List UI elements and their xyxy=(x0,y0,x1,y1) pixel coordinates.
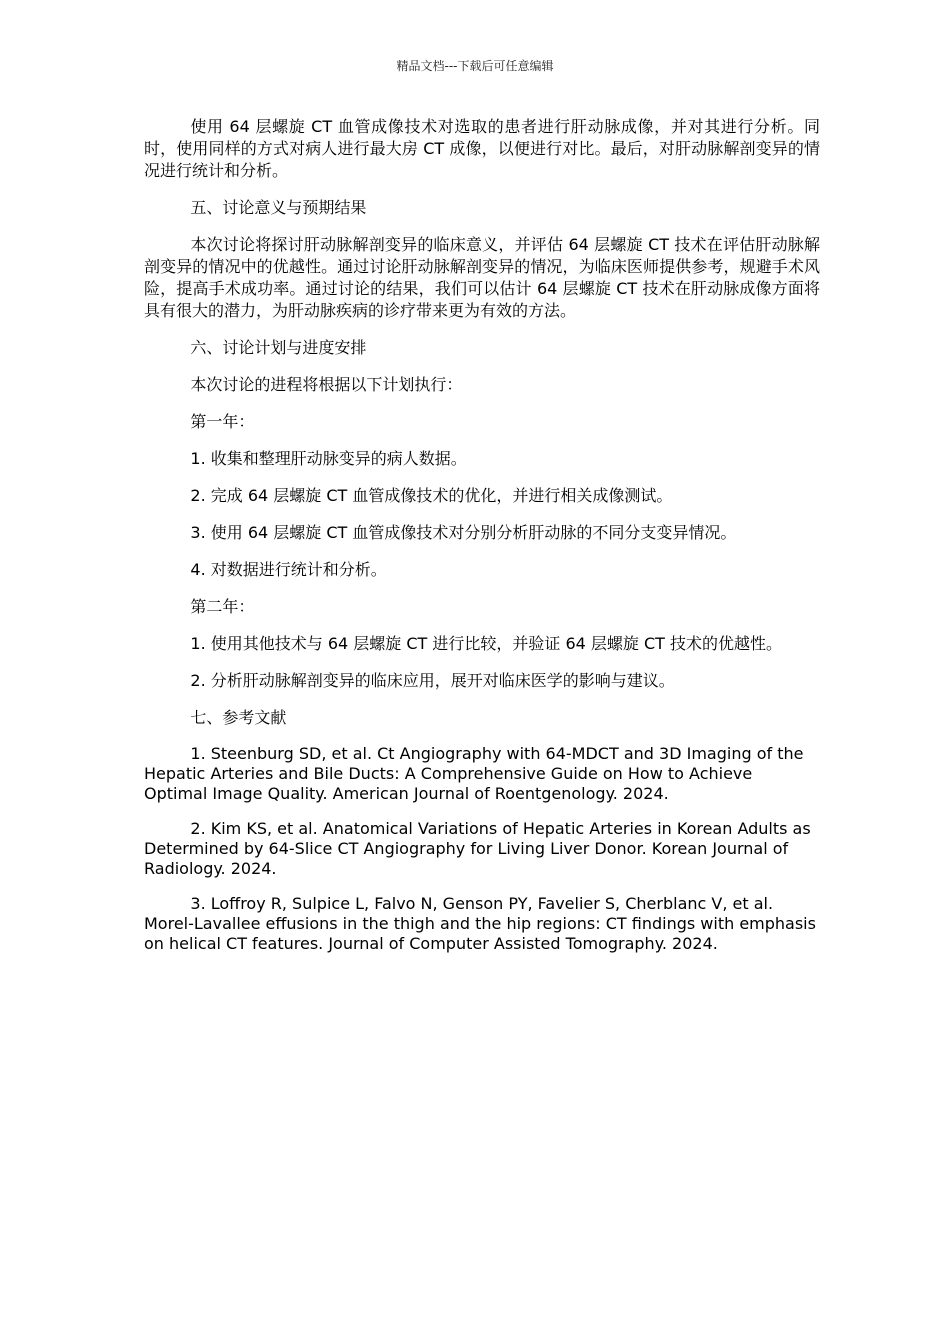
year-one-item: 2. 完成 64 层螺旋 CT 血管成像技术的优化，并进行相关成像测试。 xyxy=(190,486,673,505)
section-heading-plan: 六、讨论计划与进度安排 xyxy=(190,338,367,357)
year-two-label: 第二年： xyxy=(190,597,255,616)
year-one-label: 第一年： xyxy=(190,412,255,431)
significance-paragraph: 本次讨论将探讨肝动脉解剖变异的临床意义，并评估 64 层螺旋 CT 技术在评估肝动脉解剖变异的情况中的优越性。通过讨论肝动脉解剖变异的情况，为临床医师提供参考，规避手术风险，提高手术成功率。通过讨论的结果，我们可以估计 64 层螺旋 CT 技术在肝动脉成像方面将具有很大的潜力，为肝动脉疾病的诊疗带来更为有效的方法。 xyxy=(144,235,820,320)
reference-item: 3. Loffroy R, Sulpice L, Falvo N, Genson PY, Favelier S, Cherblanc V, et al. Morel-Lavallee effusions in the thigh and the hip regions: CT findings with emphasis on helical CT features. Journal of Computer Assisted Tomography. 2024. xyxy=(144,894,816,953)
year-one-item: 4. 对数据进行统计和分析。 xyxy=(190,560,387,579)
document-body xyxy=(144,116,820,969)
year-one-item: 3. 使用 64 层螺旋 CT 血管成像技术对分别分析肝动脉的不同分支变异情况。 xyxy=(190,523,737,542)
reference-item: 2. Kim KS, et al. Anatomical Variations of Hepatic Arteries in Korean Adults as Determined by 64-Slice CT Angiography for Living Liver Donor. Korean Journal of Radiology. 2024. xyxy=(144,819,811,878)
method-paragraph: 使用 64 层螺旋 CT 血管成像技术对选取的患者进行肝动脉成像，并对其进行分析。同时，使用同样的方式对病人进行最大房 CT 成像，以便进行对比。最后，对肝动脉解剖变异的情况进行统计和分析。 xyxy=(144,117,820,180)
page-header: 精品文档---下载后可任意编辑 xyxy=(396,59,554,73)
year-one-item: 1. 收集和整理肝动脉变异的病人数据。 xyxy=(190,449,467,468)
section-heading-references: 七、参考文献 xyxy=(190,708,287,727)
year-two-item: 2. 分析肝动脉解剖变异的临床应用，展开对临床医学的影响与建议。 xyxy=(190,671,675,690)
section-heading-significance: 五、讨论意义与预期结果 xyxy=(190,198,367,217)
year-two-item: 1. 使用其他技术与 64 层螺旋 CT 进行比较，并验证 64 层螺旋 CT 技术的优越性。 xyxy=(190,634,783,653)
plan-intro: 本次讨论的进程将根据以下计划执行： xyxy=(190,375,463,394)
reference-item: 1. Steenburg SD, et al. Ct Angiography with 64-MDCT and 3D Imaging of the Hepatic Arteries and Bile Ducts: A Comprehensive Guide on How to Achieve Optimal Image Quality. American Journal of Roentgenology. 2024. xyxy=(144,744,804,803)
